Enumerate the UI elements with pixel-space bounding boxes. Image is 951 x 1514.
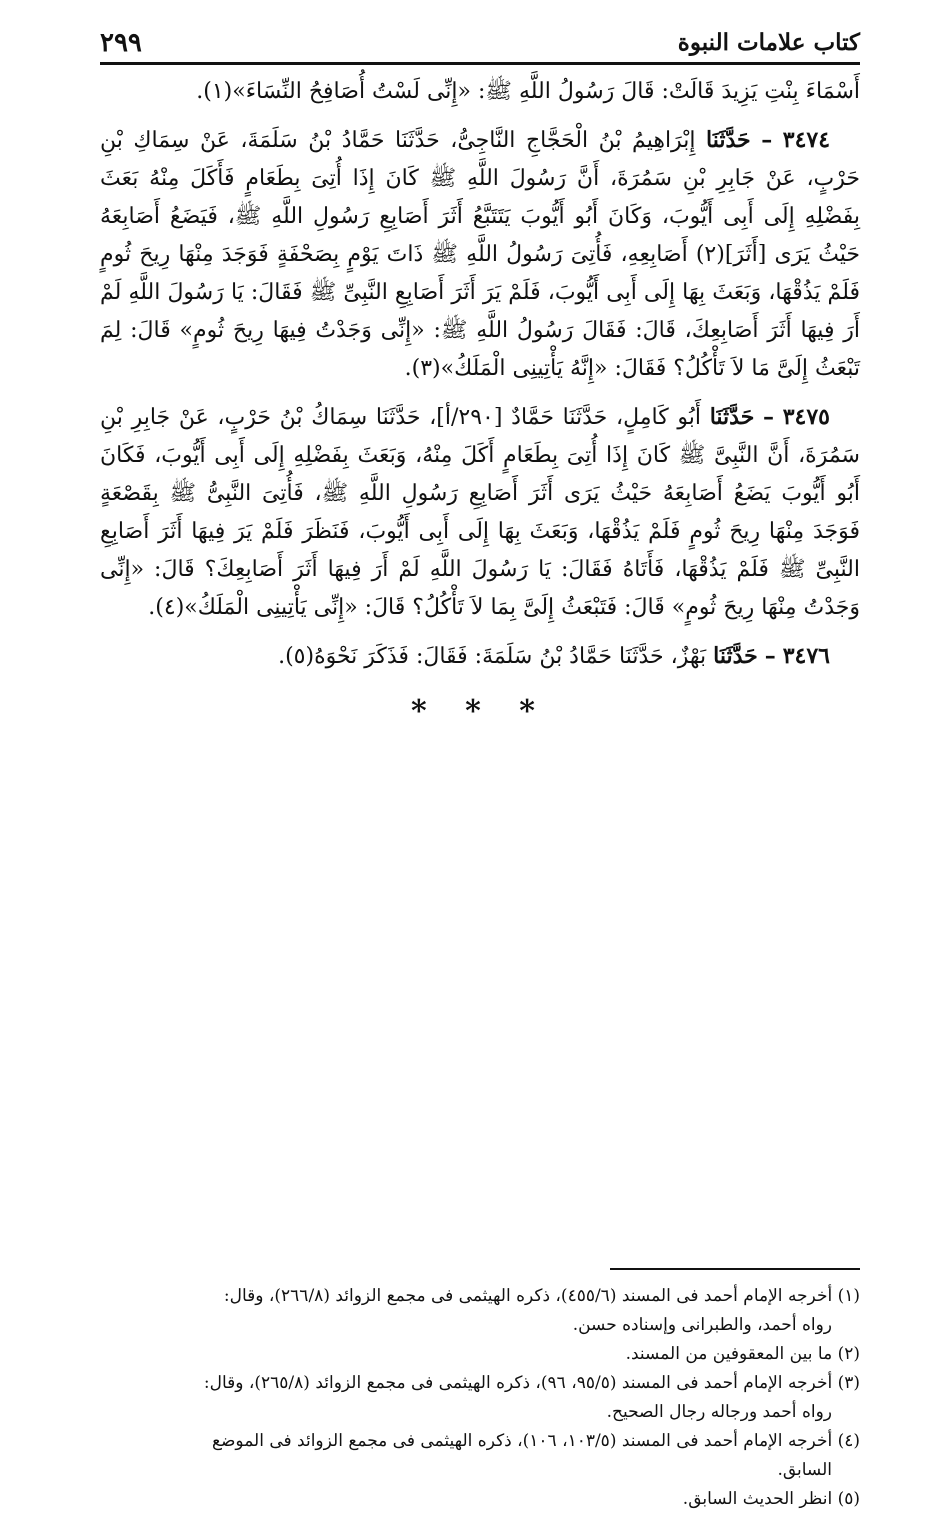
footnote-5: (٥) انظر الحديث السابق. [682, 1489, 860, 1509]
footnote-4-continuation: السابق. [777, 1460, 832, 1480]
footnote-3: (٣) أخرجه الإمام أحمد فى المسند (٩٥/٥، ٩٦)، ذكره الهيثمى فى مجمع الزوائد (٢٦٥/٨)، وقال: [203, 1373, 860, 1393]
hadith-number: ٣٤٧٦ [782, 643, 830, 669]
intro-paragraph: أَسْمَاءَ بِنْتِ يَزِيدَ قَالَتْ: قَالَ رَسُولُ اللَّهِ ﷺ: «إِنِّى لَسْتُ أُصَافِحُ النِّسَاءَ»(١). [196, 79, 860, 104]
footnote-2: (٢) ما بين المعقوفين من المسند. [625, 1344, 860, 1364]
section-separator: * * * [411, 694, 549, 729]
hadith-number: ٣٤٧٥ [782, 404, 830, 430]
hadith-dash: – [763, 404, 775, 430]
hadith-text: بَهْزٌ، حَدَّثَنَا حَمَّادُ بْنُ سَلَمَةَ: فَقَالَ: فَذَكَرَ نَحْوَهُ(٥). [278, 644, 707, 669]
hadith-lead: حَدَّثَنَا [706, 127, 751, 153]
header-rule [100, 62, 860, 65]
footnote-3-continuation: رواه أحمد ورجاله رجال الصحيح. [606, 1402, 832, 1422]
hadith-lead: حَدَّثَنَا [713, 643, 758, 669]
running-title: كتاب علامات النبوة [677, 29, 860, 56]
hadith-3476 [100, 637, 860, 676]
hadith-number: ٣٤٧٤ [782, 127, 831, 153]
hadith-text: إِبْرَاهِيمُ بْنُ الْحَجَّاجِ النَّاجِىُّ، حَدَّثَنَا حَمَّادُ بْنُ سَلَمَةَ، عَنْ سِمَاكِ بْنِ حَرْبٍ، عَنْ جَابِرِ بْنِ سَمُرَةَ، أَنَّ رَسُولَ اللَّهِ ﷺ كَانَ إِذَا أُتِىَ بِطَعَامٍ فَأَكَلَ مِنْهُ بَعَثَ بِفَضْلِهِ إِلَى أَبِى أَيُّوبَ، وَكَانَ أَبُو أَيُّوبَ يَتَتَبَّعُ أَثَرَ أَصَابِعِ رَسُولِ اللَّهِ ﷺ، فَيَضَعُ أَصَابِعَهُ حَيْثُ يَرَى [أَثَرَ](٢) أَصَابِعِهِ، فَأُتِىَ رَسُولُ اللَّهِ ﷺ ذَاتَ يَوْمٍ بِصَحْفَةٍ فَوَجَدَ مِنْهَا رِيحَ ثُومٍ فَلَمْ يَذُقْهَا، وَبَعَثَ بِهَا إِلَى أَبِى أَيُّوبَ، فَلَمْ يَرَ أَثَرَ أَصَابِعِ النَّبِىِّ ﷺ فَقَالَ: يَا رَسُولَ اللَّهِ لَمْ أَرَ فِيهَا أَثَرَ أَصَابِعِكَ، قَالَ: فَقَالَ رَسُولُ اللَّهِ ﷺ: «إِنِّى وَجَدْتُ فِيهَا رِيحَ ثُومٍ» قَالَ: لِمَ تَبْعَثُ إِلَىَّ مَا لاَ تَأْكُلُ؟ فَقَالَ: «إِنَّهُ يَأْتِينِى الْمَلَكُ»(٣). [100, 128, 860, 381]
page-header [100, 26, 860, 60]
hadith-dash: – [761, 127, 773, 153]
footnote-rule [610, 1268, 860, 1270]
hadith-3474 [100, 121, 860, 388]
page-number: ٢٩٩ [100, 28, 142, 58]
main-text [100, 73, 860, 732]
hadith-lead: حَدَّثَنَا [709, 404, 755, 430]
footnotes [100, 1282, 860, 1514]
footnote-1: (١) أخرجه الإمام أحمد فى المسند (٤٥٥/٦)، ذكره الهيثمى فى مجمع الزوائد (٢٦٦/٨)، وقال: [223, 1286, 860, 1306]
hadith-dash: – [764, 643, 776, 669]
hadith-3475 [100, 398, 860, 627]
footnote-1-continuation: رواه أحمد، والطبرانى وإسناده حسن. [572, 1315, 832, 1335]
hadith-text: أَبُو كَامِلٍ، حَدَّثَنَا حَمَّادٌ [٢٩٠/أ]، حَدَّثَنَا سِمَاكُ بْنُ حَرْبٍ، عَنْ جَابِرِ بْنِ سَمُرَةَ، أَنَّ النَّبِىَّ ﷺ كَانَ إِذَا أُتِىَ بِطَعَامٍ أَكَلَ مِنْهُ، وَبَعَثَ بِفَضْلِهِ إِلَى أَبِى أَيُّوبَ، فَكَانَ أَبُو أَيُّوبَ يَضَعُ أَصَابِعَهُ حَيْثُ يَرَى أَثَرَ أَصَابِعِ رَسُولِ اللَّهِ ﷺ، فَأُتِىَ النَّبِىُّ ﷺ بِقَصْعَةٍ فَوَجَدَ مِنْهَا رِيحَ ثُومٍ فَلَمْ يَذُقْهَا، وَبَعَثَ بِهَا إِلَى أَبِى أَيُّوبَ، فَنَظَرَ فَلَمْ يَرَ فِيهَا أَثَرَ أَصَابِعِ النَّبِىِّ ﷺ فَلَمْ يَذُقْهَا، فَأَتَاهُ فَقَالَ: يَا رَسُولَ اللَّهِ لَمْ أَرَ فِيهَا أَثَرَ أَصَابِعِكَ؟ قَالَ: «إِنِّى وَجَدْتُ مِنْهَا رِيحَ ثُومٍ» قَالَ: فَتَبْعَثُ إِلَىَّ بِمَا لاَ تَأْكُلُ؟ قَالَ: «إِنِّى يَأْتِينِى الْمَلَكُ»(٤). [100, 405, 860, 620]
book-page [100, 26, 860, 1509]
footnote-4: (٤) أخرجه الإمام أحمد فى المسند (١٠٣/٥، ١٠٦)، ذكره الهيثمى فى مجمع الزوائد فى الموضع [211, 1431, 860, 1451]
